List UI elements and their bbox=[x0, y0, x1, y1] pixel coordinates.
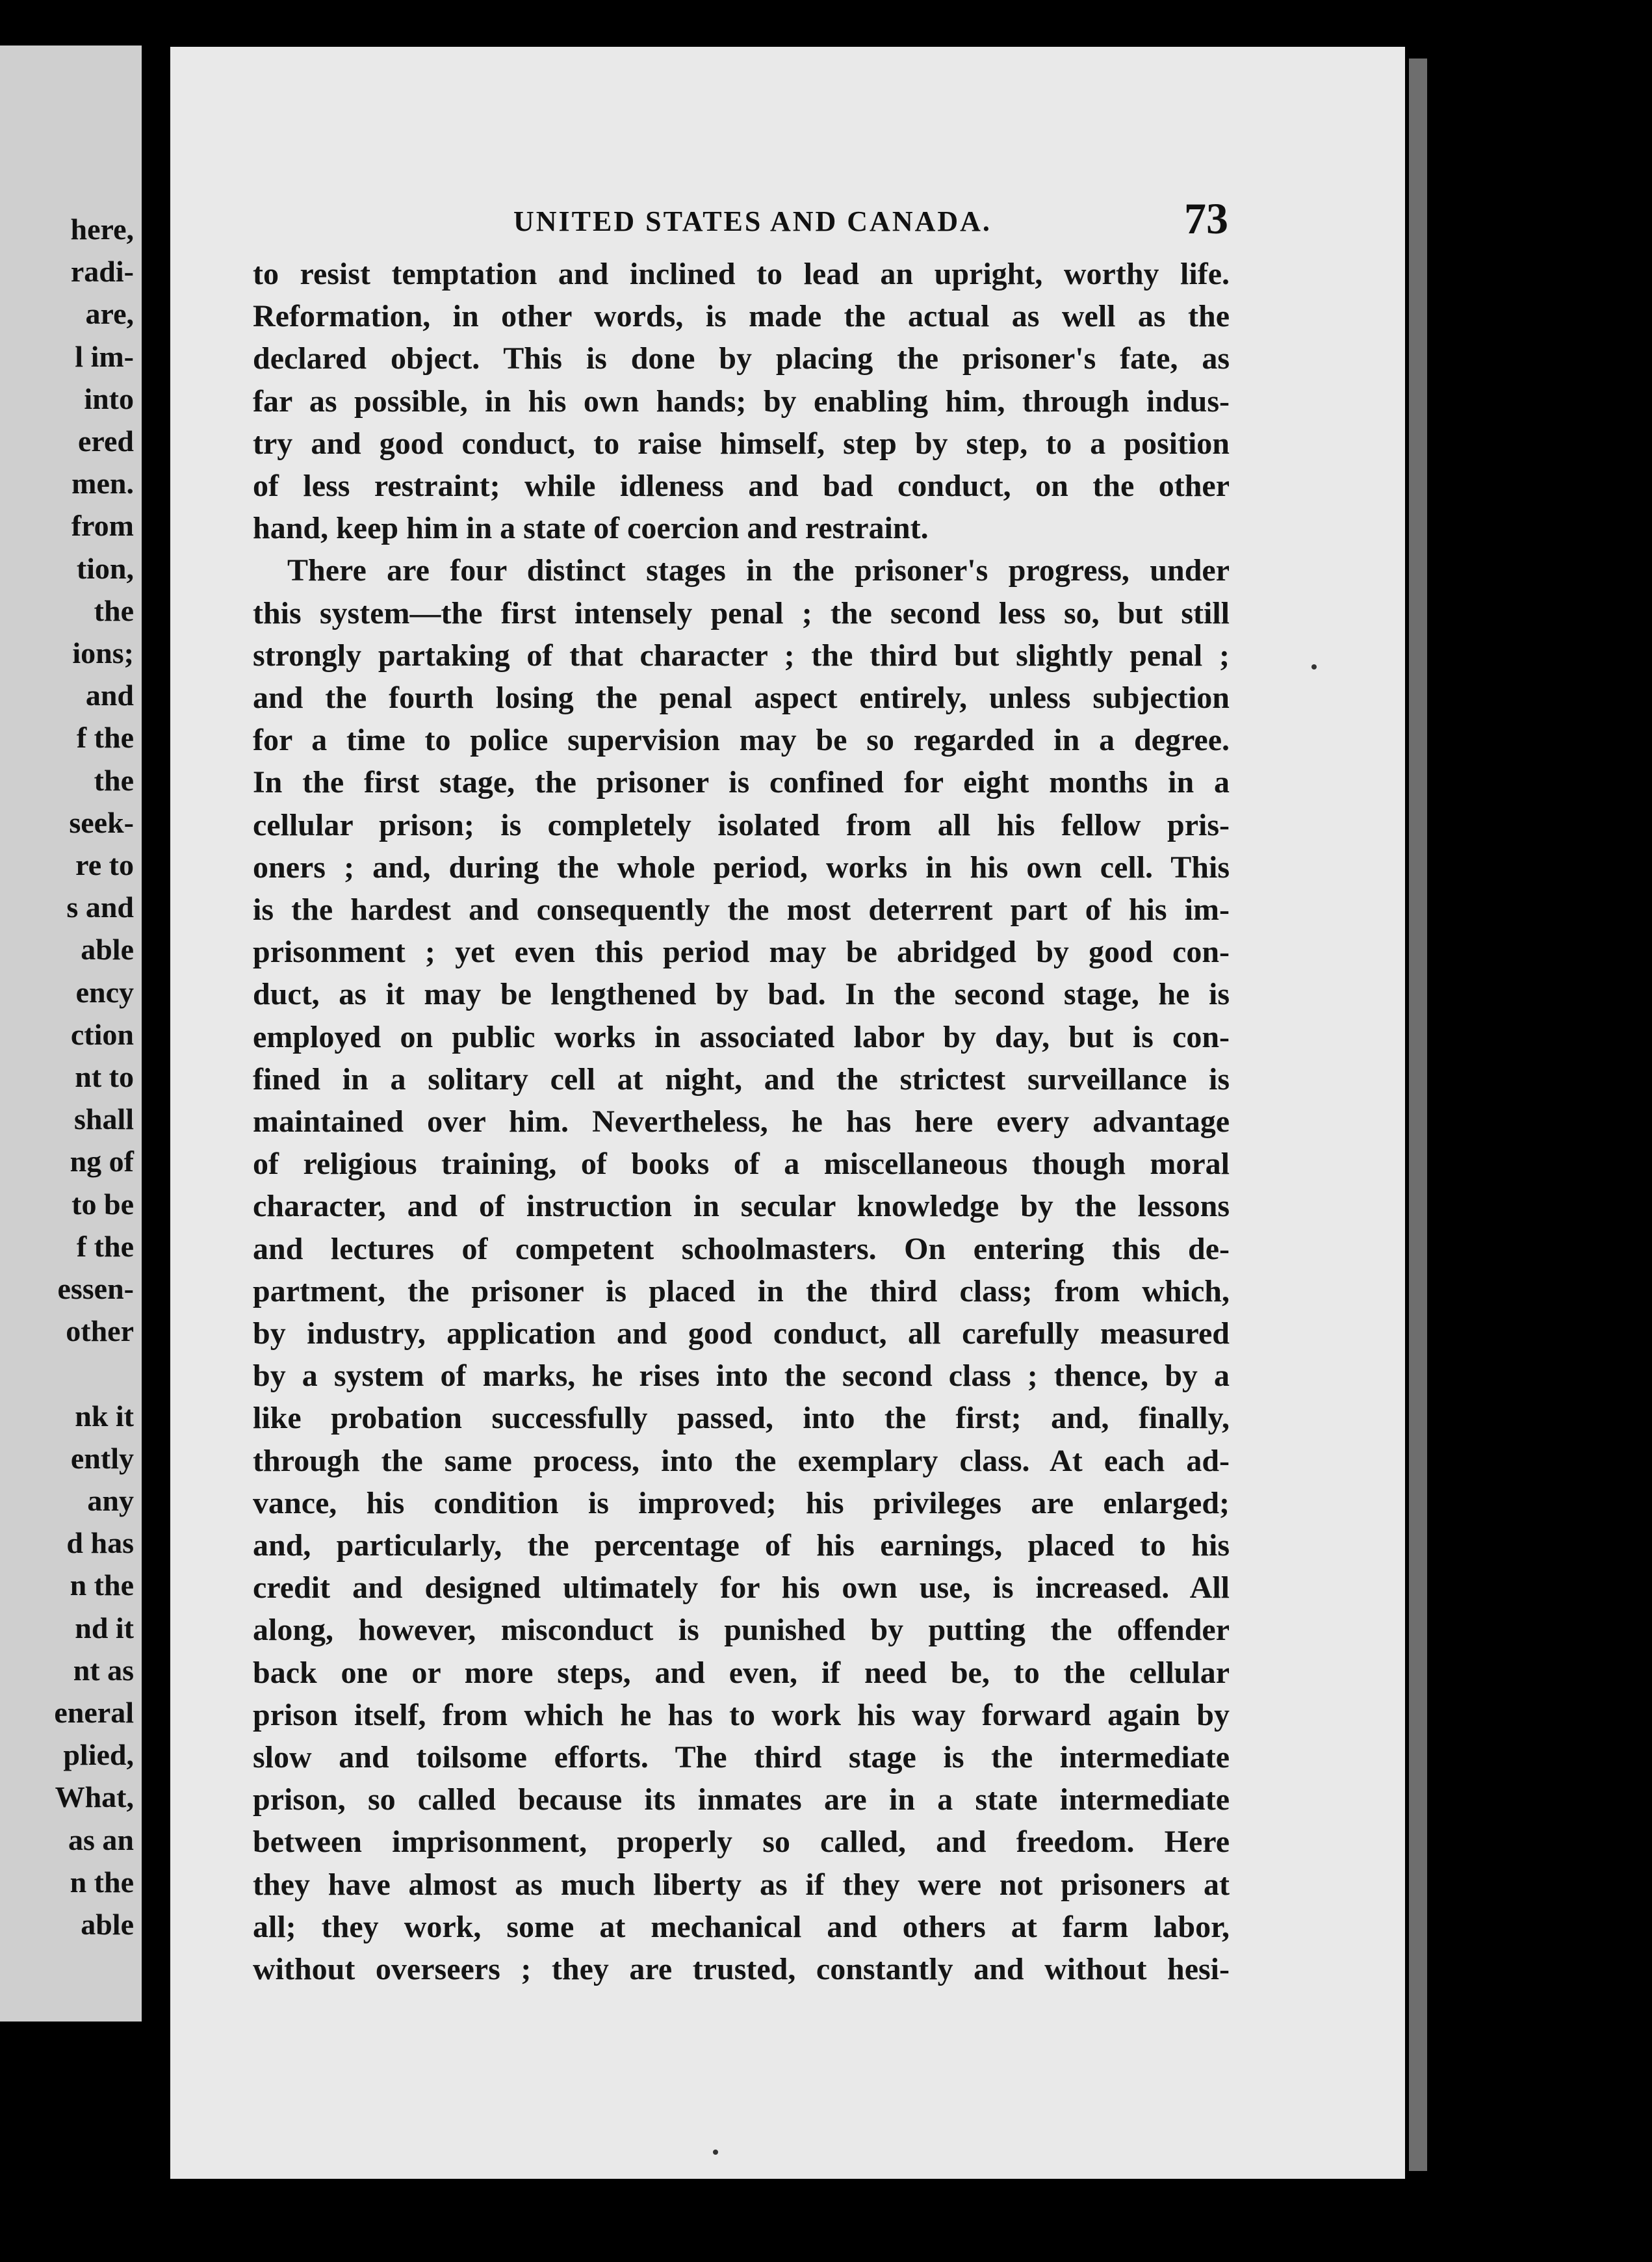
facing-page-line: nt as bbox=[73, 1653, 134, 1687]
facing-page-line: the bbox=[94, 593, 134, 627]
facing-page-line: re to bbox=[75, 848, 134, 881]
facing-page-line: ered bbox=[77, 424, 134, 458]
body-text-line: between imprisonment, properly so called, and freedom. Here bbox=[253, 1825, 1230, 1860]
body-text-line: like probation successfully passed, into the first; and, finally, bbox=[253, 1401, 1230, 1436]
running-head: UNITED STATES AND CANADA. bbox=[513, 205, 992, 237]
facing-page-line: here, bbox=[70, 213, 134, 246]
book-page bbox=[170, 47, 1405, 2179]
body-text-line: declared object. This is done by placing the prisoner's fate, as bbox=[253, 341, 1230, 376]
body-text-line: maintained over him. Nevertheless, he has here every advantage bbox=[253, 1104, 1230, 1139]
facing-page-line: f the bbox=[76, 721, 134, 755]
body-text-line: along, however, misconduct is punished by putting the offender bbox=[253, 1613, 1230, 1648]
facing-page-line: shall bbox=[73, 1102, 134, 1136]
body-text-line: Reformation, in other words, is made the actual as well as the bbox=[253, 299, 1230, 334]
facing-page bbox=[0, 46, 142, 2022]
facing-page-line: f the bbox=[76, 1229, 134, 1263]
body-text-line: oners ; and, during the whole period, works in his own cell. This bbox=[253, 850, 1230, 885]
body-text-line: through the same process, into the exemplary class. At each ad- bbox=[253, 1443, 1230, 1478]
body-text-line: credit and designed ultimately for his own use, is increased. All bbox=[253, 1570, 1230, 1606]
body-text-line: all; they work, some at mechanical and others at farm labor, bbox=[253, 1909, 1230, 1944]
facing-page-line: ently bbox=[70, 1441, 134, 1475]
facing-page-line: eneral bbox=[54, 1696, 134, 1729]
facing-page-line: other bbox=[66, 1314, 134, 1348]
page-header bbox=[170, 193, 1405, 252]
body-text-line: of less restraint; while idleness and bad conduct, on the other bbox=[253, 469, 1230, 503]
body-text-line: vance, his condition is improved; his privileges are enlarged; bbox=[253, 1485, 1230, 1520]
body-text-line: In the first stage, the prisoner is confined for eight months in a bbox=[253, 765, 1230, 800]
facing-page-line: seek- bbox=[69, 805, 134, 839]
facing-page-line: the bbox=[94, 763, 134, 797]
body-text-line: strongly partaking of that character ; the third but slightly penal ; bbox=[253, 638, 1230, 673]
body-text-line: try and good conduct, to raise himself, step by step, to a position bbox=[253, 426, 1230, 461]
body-text-line: back one or more steps, and even, if need be, to the cellular bbox=[253, 1655, 1230, 1690]
body-text-line: employed on public works in associated labor by day, but is con- bbox=[253, 1019, 1230, 1054]
book-edge bbox=[1409, 58, 1427, 2171]
body-text-line: slow and toilsome efforts. The third stage is the intermediate bbox=[253, 1740, 1230, 1774]
facing-page-line: s and bbox=[66, 890, 134, 924]
facing-page-line: radi- bbox=[70, 255, 134, 289]
body-text-line: cellular prison; is completely isolated from all his fellow pris- bbox=[253, 807, 1230, 842]
facing-page-line: tion, bbox=[76, 551, 134, 585]
body-text-line: for a time to police supervision may be so regarded in a degree. bbox=[253, 723, 1230, 758]
body-text-line: this system—the first intensely penal ; the second less so, but still bbox=[253, 595, 1230, 630]
facing-page-line: l im- bbox=[75, 339, 134, 373]
facing-page-line: ions; bbox=[72, 636, 134, 670]
facing-page-line: into bbox=[84, 382, 134, 415]
facing-page-line: are, bbox=[85, 297, 134, 331]
body-text-line: prisonment ; yet even this period may be abridged by good con- bbox=[253, 935, 1230, 970]
facing-page-line: n the bbox=[70, 1568, 134, 1602]
facing-page-line: essen- bbox=[57, 1272, 134, 1305]
facing-page-line: What, bbox=[55, 1780, 134, 1814]
body-text-line: partment, the prisoner is placed in the third class; from which, bbox=[253, 1273, 1230, 1308]
facing-page-line: d has bbox=[66, 1526, 134, 1560]
facing-page-line: ction bbox=[70, 1017, 134, 1051]
body-text-line: and lectures of competent schoolmasters. On entering this de- bbox=[253, 1231, 1230, 1266]
body-text-line: There are four distinct stages in the prisoner's progress, under bbox=[287, 553, 1230, 588]
facing-page-line: men. bbox=[71, 467, 134, 500]
body-text-line: prison itself, from which he has to work his way forward again by bbox=[253, 1697, 1230, 1732]
facing-page-line: and bbox=[85, 679, 134, 712]
facing-page-line: as an bbox=[68, 1823, 134, 1856]
body-text-line: character, and of instruction in secular knowledge by the lessons bbox=[253, 1189, 1230, 1224]
body-text-line: to resist temptation and inclined to lead an upright, worthy life. bbox=[253, 257, 1230, 291]
body-text-line: of religious training, of books of a miscellaneous though moral bbox=[253, 1147, 1230, 1182]
body-text-line: by a system of marks, he rises into the second class ; thence, by a bbox=[253, 1358, 1230, 1394]
facing-page-line: able bbox=[81, 933, 134, 967]
body-text-line: by industry, application and good conduct, all carefully measured bbox=[253, 1316, 1230, 1351]
facing-page-line: able bbox=[81, 1908, 134, 1941]
facing-page-line: nd it bbox=[75, 1611, 134, 1644]
facing-page-line: any bbox=[87, 1484, 134, 1517]
page-number: 73 bbox=[1184, 194, 1228, 243]
facing-page-line: to be bbox=[71, 1187, 134, 1221]
ink-speck bbox=[1311, 664, 1317, 670]
body-text-line: they have almost as much liberty as if they were not prisoners at bbox=[253, 1867, 1230, 1902]
body-text-line: prison, so called because its inmates are in a state intermediate bbox=[253, 1782, 1230, 1817]
facing-page-line: from bbox=[71, 509, 134, 543]
body-text-line: fined in a solitary cell at night, and the strictest surveillance is bbox=[253, 1061, 1230, 1097]
body-text-line: far as possible, in his own hands; by enabling him, through indus- bbox=[253, 384, 1230, 419]
body-text-line: without overseers ; they are trusted, constantly and without hesi- bbox=[253, 1952, 1230, 1986]
facing-page-line: nk it bbox=[75, 1399, 134, 1433]
body-text-line: is the hardest and consequently the most deterrent part of his im- bbox=[253, 892, 1230, 927]
ink-speck bbox=[713, 2150, 718, 2155]
facing-page-line: ency bbox=[75, 975, 134, 1009]
facing-page-line: nt to bbox=[75, 1060, 134, 1093]
body-text-line: and, particularly, the percentage of his earnings, placed to his bbox=[253, 1528, 1230, 1563]
body-text-line: duct, as it may be lengthened by bad. In the second stage, he is bbox=[253, 977, 1230, 1012]
facing-page-line: plied, bbox=[63, 1738, 134, 1772]
facing-page-line: ng of bbox=[70, 1145, 134, 1178]
body-text-line: and the fourth losing the penal aspect entirely, unless subjection bbox=[253, 681, 1230, 715]
facing-page-line: n the bbox=[70, 1865, 134, 1899]
body-text-line: hand, keep him in a state of coercion and restraint. bbox=[253, 511, 929, 546]
